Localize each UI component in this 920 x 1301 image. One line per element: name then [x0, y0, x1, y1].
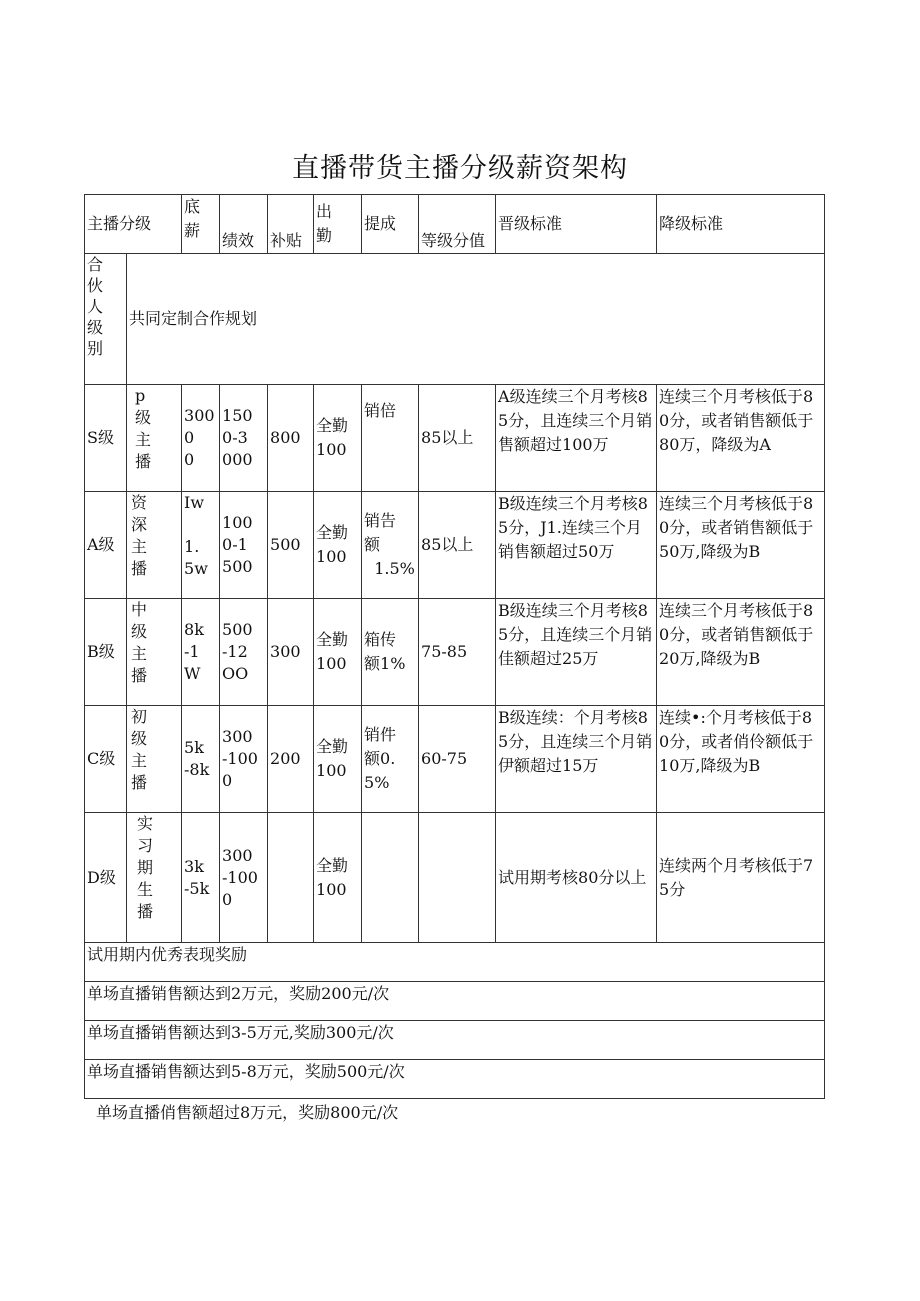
subsidy-cell: 500	[268, 492, 314, 599]
demotion-cell: 连续三个月考核低于80分，或者销售额低于20万,降级为B	[657, 599, 825, 706]
header-performance: 绩效	[220, 195, 268, 254]
grade-cell: B级	[85, 599, 127, 706]
base-cell: 3k -5k	[182, 813, 220, 943]
partner-label: 合 伙 人 级 别	[85, 254, 127, 385]
note-cell: 单场直播销售额达到2万元，奖励200元/次	[85, 982, 825, 1021]
promotion-cell: B级连续：个月考核85分，且连续三个月销伊额超过15万	[496, 706, 657, 813]
demotion-cell: 连续三个月考核低于80分，或者销售额低于80万，降级为A	[657, 385, 825, 492]
footer-note: 单场直播俏售额超过8万元，奖励800元/次	[96, 1103, 399, 1122]
base-cell: 5k -8k	[182, 706, 220, 813]
commission-cell: 箱传 额1%	[362, 599, 419, 706]
grade-cell: S级	[85, 385, 127, 492]
note-row	[85, 1021, 825, 1060]
attendance-cell: 全勤 100	[314, 706, 362, 813]
subsidy-cell: 200	[268, 706, 314, 813]
attendance-cell: 全勤 100	[314, 599, 362, 706]
score-cell	[419, 813, 496, 943]
table-row	[85, 599, 825, 706]
score-cell: 60-75	[419, 706, 496, 813]
base-cell: 300 0 0	[182, 385, 220, 492]
header-base: 底 薪	[182, 195, 220, 254]
demotion-cell: 连续两个月考核低于75分	[657, 813, 825, 943]
level-name-cell: 初 级 主 播	[127, 706, 182, 813]
note-row	[85, 1060, 825, 1099]
base-cell: Iw 1. 5w	[182, 492, 220, 599]
header-promotion: 晋级标准	[496, 195, 657, 254]
subsidy-cell: 300	[268, 599, 314, 706]
score-cell: 75-85	[419, 599, 496, 706]
promotion-cell: 试用期考核80分以上	[496, 813, 657, 943]
header-subsidy: 补贴	[268, 195, 314, 254]
table-row	[85, 492, 825, 599]
promotion-cell: B级连续三个月考核85分，且连续三个月销佳额超过25万	[496, 599, 657, 706]
note-cell: 单场直播销售额达到3-5万元,奖励300元/次	[85, 1021, 825, 1060]
grade-cell: D级	[85, 813, 127, 943]
score-cell: 85以上	[419, 385, 496, 492]
promotion-cell: A级连续三个月考核85分，且连续三个月销售额超过100万	[496, 385, 657, 492]
attendance-cell: 全勤 100	[314, 492, 362, 599]
commission-cell	[362, 813, 419, 943]
header-attendance: 出 勤	[314, 195, 362, 254]
performance-cell: 100 0-1 500	[220, 492, 268, 599]
level-name-cell: 中 级 主 播	[127, 599, 182, 706]
attendance-cell: 全勤 100	[314, 385, 362, 492]
commission-cell: 销件 额0.5%	[362, 706, 419, 813]
demotion-cell: 连续•:个月考核低于80分，或者俏伶额低于10万,降级为B	[657, 706, 825, 813]
performance-cell: 300 -1000	[220, 706, 268, 813]
grade-cell: C级	[85, 706, 127, 813]
note-cell: 单场直播销售额达到5-8万元，奖励500元/次	[85, 1060, 825, 1099]
commission-cell: 销告 额 1.5%	[362, 492, 419, 599]
score-cell: 85以上	[419, 492, 496, 599]
table-row	[85, 706, 825, 813]
header-score: 等级分值	[419, 195, 496, 254]
grade-cell: A级	[85, 492, 127, 599]
base-cell: 8k -1 W	[182, 599, 220, 706]
demotion-cell: 连续三个月考核低于80分，或者销售额低于50万,降级为B	[657, 492, 825, 599]
table-row	[85, 813, 825, 943]
partner-row	[85, 254, 825, 385]
promotion-cell: B级连续三个月考核85分，J1.连续三个月销售额超过50万	[496, 492, 657, 599]
level-name-cell: 资 深 主 播	[127, 492, 182, 599]
partner-text: 共同定制合作规划	[127, 254, 825, 385]
header-grade: 主播分级	[85, 195, 182, 254]
table-row	[85, 385, 825, 492]
salary-table	[84, 194, 825, 1099]
subsidy-cell	[268, 813, 314, 943]
level-name-cell: 实 习 期 生 播	[127, 813, 182, 943]
performance-cell: 500 -12 OO	[220, 599, 268, 706]
attendance-cell: 全勤 100	[314, 813, 362, 943]
performance-cell: 300 -1000	[220, 813, 268, 943]
header-row	[85, 195, 825, 254]
performance-cell: 150 0-3 000	[220, 385, 268, 492]
header-commission: 提成	[362, 195, 419, 254]
level-name-cell: p 级 主 播	[127, 385, 182, 492]
note-cell: 试用期内优秀表现奖励	[85, 943, 825, 982]
note-row	[85, 943, 825, 982]
subsidy-cell: 800	[268, 385, 314, 492]
page-title: 直播带货主播分级薪资架构	[292, 153, 628, 184]
commission-cell: 销倍	[362, 385, 419, 492]
note-row	[85, 982, 825, 1021]
header-demotion: 降级标准	[657, 195, 825, 254]
